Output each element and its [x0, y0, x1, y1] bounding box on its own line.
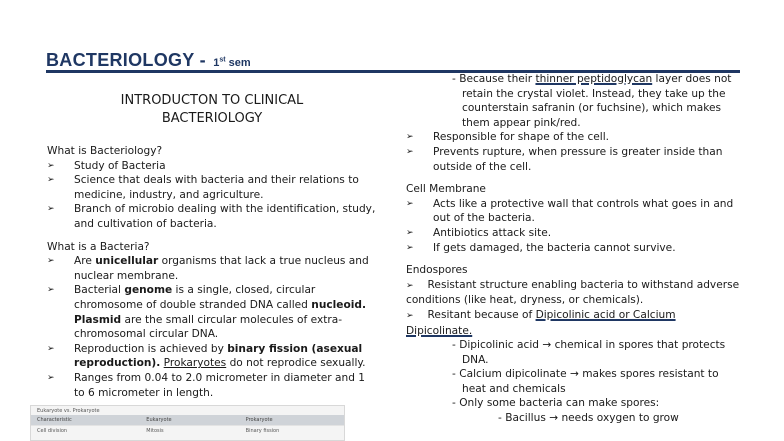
- underlined-term: Prokaryotes: [163, 357, 227, 370]
- list-item-text: Prevents rupture, when pressure is greater inside than outside of the cell.: [433, 145, 723, 173]
- list-item-text: Ranges from 0.04 to 2.0 micrometer in diameter and 1 to 6 micrometer in length.: [74, 371, 366, 399]
- arrow-bullet-icon: [406, 281, 414, 291]
- text-run: - Because their: [452, 73, 536, 85]
- arrow-bullet-icon: [47, 283, 55, 298]
- list-item: [47, 159, 377, 174]
- subheading-endospores: Endospores: [406, 264, 468, 277]
- dash-item: - Only some bacteria can make spores:: [452, 397, 660, 410]
- text-run: Resitant because of: [427, 308, 536, 321]
- page-title: BACTERIOLOGY -: [46, 50, 212, 70]
- text-run: Reproduction is achieved by: [74, 342, 228, 355]
- list-item-text: Acts like a protective wall that controls what goes in and out of the bacteria.: [433, 197, 734, 225]
- table-header-cell: Prokaryote: [245, 417, 273, 423]
- arrow-bullet-icon: [406, 311, 414, 321]
- table-header-cell: Characteristic: [37, 417, 72, 423]
- table-title: Eukaryote vs. Prokaryote: [37, 408, 100, 414]
- section-heading: [47, 92, 377, 128]
- list-item: [406, 241, 742, 256]
- arrow-bullet-icon: [47, 254, 55, 269]
- table-header-row: [31, 415, 344, 425]
- page-header: [46, 50, 251, 72]
- text-run: layer does not retain the crystal violet. Instead, they take up the counterstain safranin (or fuchsine), which makes them appear pink/red.: [462, 73, 732, 129]
- list-item-text: Study of Bacteria: [74, 159, 166, 172]
- comparison-table-image: [30, 405, 345, 441]
- list-item-text: Responsible for shape of the cell.: [433, 131, 610, 144]
- list-item: [47, 173, 377, 202]
- underlined-term: Dipicolinic acid or Calcium: [535, 308, 676, 321]
- list-item-text: Science that deals with bacteria and their relations to medicine, industry, and agriculture.: [74, 174, 359, 201]
- bold-term: unicellular: [95, 255, 159, 268]
- dash-item: - Calcium dipicolinate → makes spores resistant to heat and chemicals: [452, 368, 719, 395]
- heading-line-2: BACTERIOLOGY: [161, 111, 263, 126]
- table-row: [31, 425, 344, 435]
- semester-ordinal: st: [219, 56, 226, 64]
- arrow-bullet-icon: [406, 241, 414, 256]
- text-run: are the small circular molecules of extra-chromosomal circular DNA.: [74, 313, 343, 341]
- arrow-bullet-icon: [47, 371, 55, 386]
- semester-word: sem: [225, 57, 251, 69]
- arrow-bullet-icon: [47, 159, 55, 174]
- table-cell: Mitosis: [146, 427, 164, 434]
- table-cell: Binary fission: [245, 427, 280, 434]
- text-run: Are: [74, 255, 96, 268]
- list-item: [406, 278, 742, 308]
- list-item: [406, 308, 742, 338]
- arrow-bullet-icon: [406, 130, 414, 145]
- left-column: [47, 92, 377, 400]
- right-column: [406, 72, 742, 426]
- gram-negative-note: [406, 72, 742, 130]
- bold-term: nucleoid. Plasmid: [74, 298, 366, 326]
- underlined-term: thinner peptidoglycan: [535, 73, 653, 85]
- list-item-text: If gets damaged, the bacteria cannot survive.: [433, 241, 676, 254]
- list-item: [47, 283, 377, 341]
- arrow-bullet-icon: [47, 202, 55, 217]
- text-run: is a single, closed, circular chromosome of double stranded DNA called: [74, 284, 316, 311]
- list-item: [47, 371, 377, 400]
- list-item-text: Antibiotics attack site.: [433, 226, 552, 239]
- subheading-cell-membrane: Cell Membrane: [406, 183, 486, 196]
- list-item: [47, 202, 377, 231]
- text-run: organisms that lack a true nucleus and nuclear membrane.: [74, 255, 369, 282]
- semester-label: [213, 57, 250, 69]
- arrow-bullet-icon: [47, 342, 55, 357]
- dash-item: - Dipicolinic acid → chemical in spores that protects DNA.: [452, 339, 726, 366]
- list-item: [406, 226, 742, 241]
- heading-line-1: INTRODUCTON TO CLINICAL: [120, 93, 304, 108]
- arrow-bullet-icon: [406, 226, 414, 241]
- bold-term: genome: [124, 284, 173, 297]
- arrow-bullet-icon: [47, 173, 55, 188]
- subheading-what-is-a-bacteria: What is a Bacteria?: [47, 240, 150, 253]
- list-item-text: Branch of microbio dealing with the identification, study, and cultivation of bacteria.: [74, 203, 376, 230]
- arrow-bullet-icon: [406, 197, 414, 212]
- list-item: [47, 254, 377, 283]
- table-header-cell: Eukaryote: [146, 417, 172, 423]
- list-item: [406, 197, 742, 226]
- underlined-term: Dipicolinate.: [406, 324, 473, 337]
- list-item: [406, 145, 742, 174]
- table-cell: Cell division: [37, 427, 68, 434]
- semester-number: 1: [213, 57, 220, 69]
- subheading-what-is-bacteriology: What is Bacteriology?: [47, 145, 163, 157]
- bold-term: binary fission (asexual reproduction).: [74, 342, 363, 370]
- sub-dash-item: - Bacillus → needs oxygen to grow: [498, 412, 679, 425]
- text-run: Bacterial: [74, 284, 125, 297]
- arrow-bullet-icon: [406, 145, 414, 160]
- list-item: [406, 130, 742, 145]
- list-item: [47, 342, 377, 371]
- list-item-text: Resistant structure enabling bacteria to withstand adverse conditions (like heat, dryness, or chemicals).: [406, 278, 740, 307]
- text-run: do not reprodice sexually.: [226, 357, 366, 370]
